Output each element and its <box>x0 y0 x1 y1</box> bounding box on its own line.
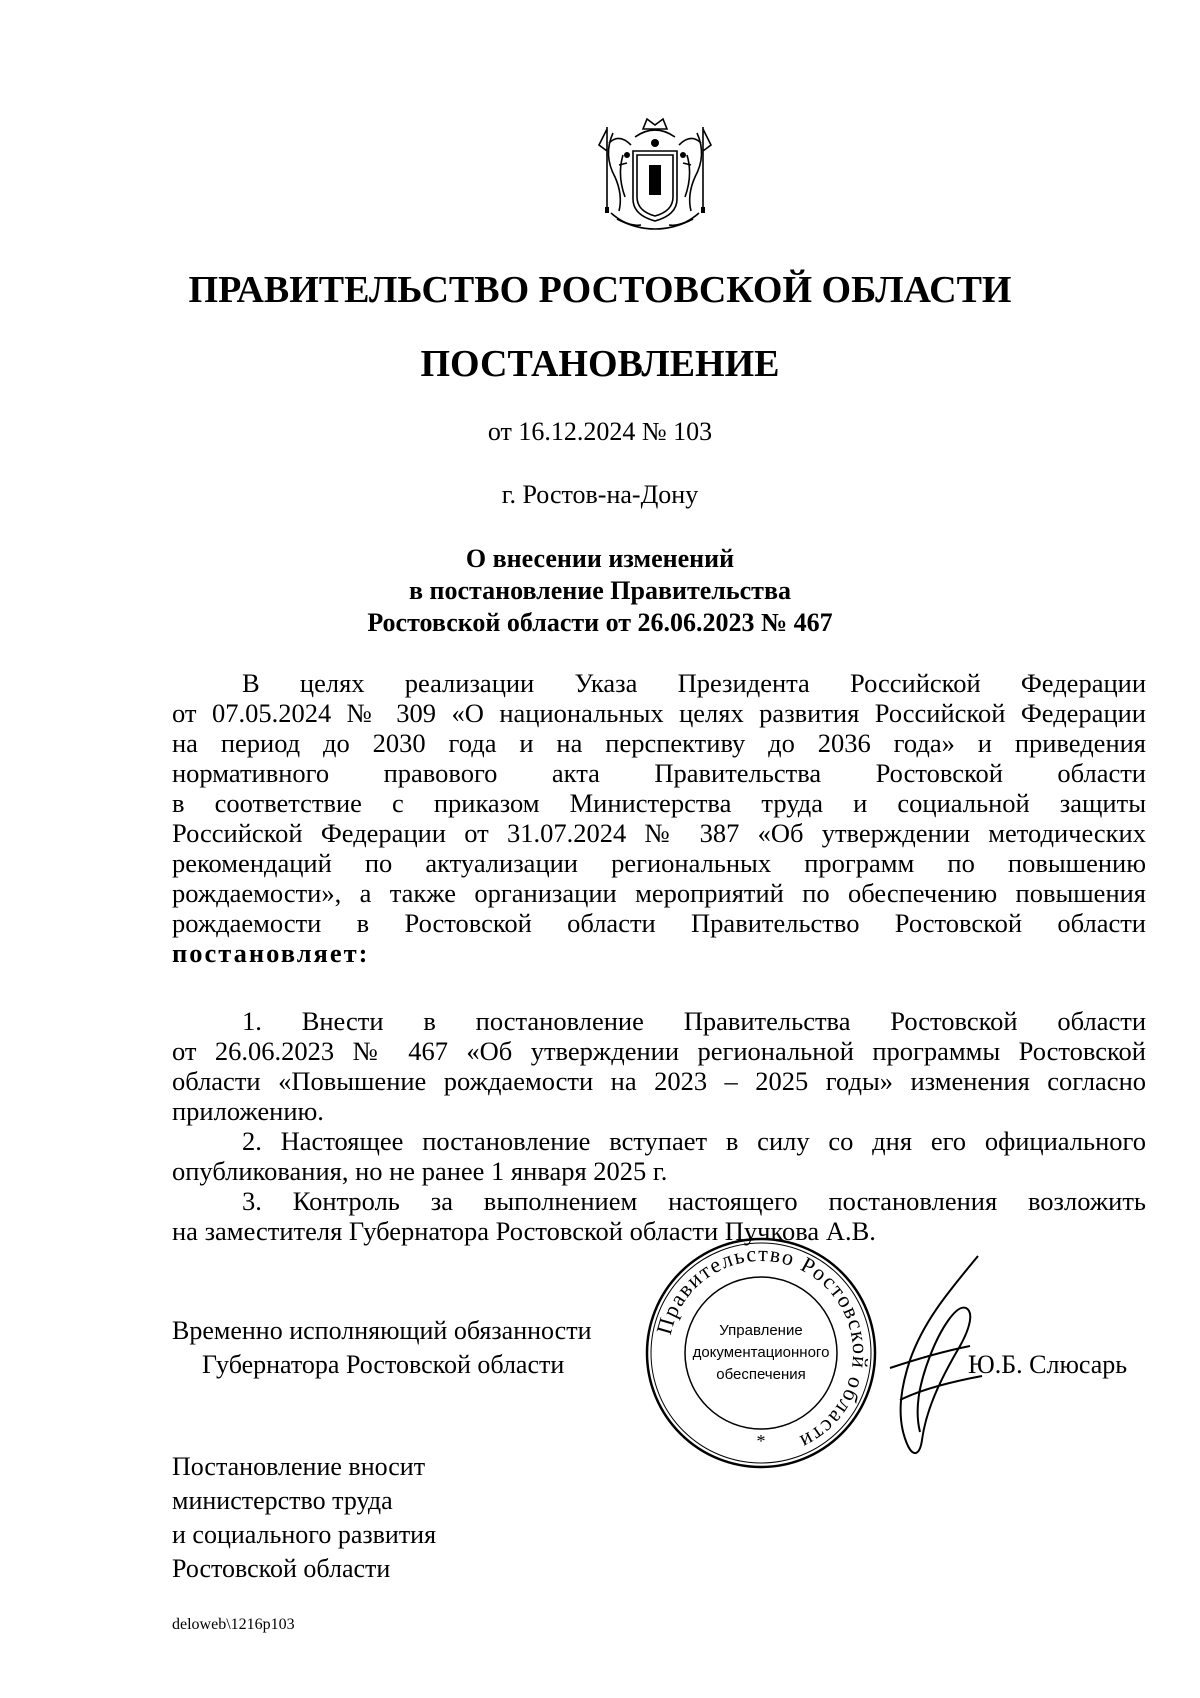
document-subject <box>0 543 1200 639</box>
official-stamp <box>643 1235 879 1471</box>
submitter-line: Ростовской области <box>172 1554 391 1583</box>
text-line: области «Повышение рождаемости на 2023 – 2025 годы» изменения согласно <box>172 1066 1146 1096</box>
text-line: Российской Федерации от 31.07.2024 № 387 «Об утверждении методических <box>172 818 1146 848</box>
submitter-line: и социального развития <box>172 1520 437 1549</box>
text-line: 3. Контроль за выполнением настоящего постановления возложить <box>242 1186 1146 1216</box>
signatory-name: Ю.Б. Слюсарь <box>968 1350 1128 1379</box>
position-line: Временно исполняющий обязанности <box>172 1316 592 1345</box>
subject-line: Ростовской области от 26.06.2023 № 467 <box>367 608 833 637</box>
text-line: опубликования, но не ранее 1 января 2025 г. <box>172 1156 668 1186</box>
text-line: от 07.05.2024 № 309 «О национальных целях развития Российской Федерации <box>172 698 1146 728</box>
text-line: В целях реализации Указа Президента Российской Федерации <box>242 668 1146 698</box>
resolves-word: постановляет: <box>172 938 370 968</box>
text-line: нормативного правового акта Правительства Ростовской области <box>172 758 1146 788</box>
text-line: рождаемости», а также организации мероприятий по обеспечению повышения <box>172 878 1146 908</box>
stamp-star: * <box>756 1431 766 1451</box>
text-line: 2. Настоящее постановление вступает в силу со дня его официального <box>242 1126 1146 1156</box>
stamp-center-line: документационного <box>692 1344 830 1361</box>
document-city: г. Ростов-на-Дону <box>501 480 699 509</box>
subject-line: О внесении изменений <box>465 544 735 573</box>
text-line: рождаемости в Ростовской области Правительство Ростовской области <box>172 908 1146 938</box>
document-type: ПОСТАНОВЛЕНИЕ <box>420 343 780 385</box>
preamble-paragraph <box>172 668 1146 968</box>
submitter-block <box>172 1450 436 1586</box>
text-line: от 26.06.2023 № 467 «Об утверждении региональной программы Ростовской <box>172 1036 1146 1066</box>
submitter-line: Постановление вносит <box>172 1452 426 1481</box>
text-line: на период до 2030 года и на перспективу до 2036 года» и приведения <box>172 728 1146 758</box>
coat-of-arms-icon <box>597 115 713 239</box>
signatory-position <box>172 1314 592 1382</box>
stamp-center-line: обеспечения <box>716 1366 806 1383</box>
text-line: рекомендаций по актуализации региональных программ по повышению <box>172 848 1146 878</box>
submitter-line: министерство труда <box>172 1486 393 1515</box>
text-line: 1. Внести в постановление Правительства Ростовской области <box>242 1006 1146 1036</box>
text-line: в соответствие с приказом Министерства труда и социальной защиты <box>172 788 1146 818</box>
stamp-ring-text: Правительство Ростовской области <box>651 1240 874 1456</box>
text-line: на заместителя Губернатора Ростовской области Пучкова А.В. <box>172 1216 876 1246</box>
subject-line: в постановление Правительства <box>408 576 791 605</box>
text-line: приложению. <box>172 1096 324 1126</box>
position-line: Губернатора Ростовской области <box>202 1350 565 1379</box>
item-1 <box>172 1006 1146 1126</box>
stamp-center-line: Управление <box>719 1322 803 1339</box>
footer-document-code: deloweb\1216p103 <box>172 1616 295 1633</box>
item-2 <box>172 1126 1146 1186</box>
organization-title: ПРАВИТЕЛЬСТВО РОСТОВСКОЙ ОБЛАСТИ <box>188 269 1012 311</box>
document-date-number: от 16.12.2024 № 103 <box>487 417 713 446</box>
